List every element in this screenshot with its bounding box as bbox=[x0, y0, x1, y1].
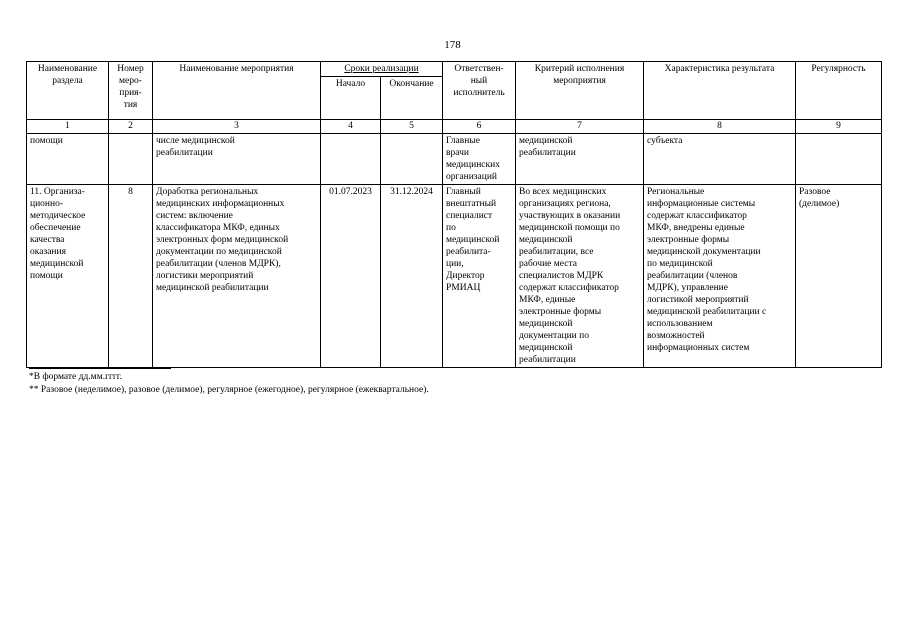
table-row bbox=[27, 185, 882, 368]
footnote-date-format: *В формате дд.мм.гггг. bbox=[29, 372, 122, 382]
column-number: 4 bbox=[321, 120, 381, 134]
footnotes bbox=[29, 371, 429, 397]
header-section-name: Наименование раздела bbox=[27, 62, 109, 120]
cell-regularity bbox=[796, 134, 882, 185]
cell-criterion: медицинской реабилитации bbox=[516, 134, 644, 185]
cell-activity-number: 8 bbox=[109, 185, 153, 368]
cell-responsible: Главные врачи медицинских организаций bbox=[443, 134, 516, 185]
page-number: 178 bbox=[444, 39, 461, 51]
column-number: 5 bbox=[381, 120, 443, 134]
cell-start-date bbox=[321, 134, 381, 185]
header-activity-name: Наименование мероприятия bbox=[153, 62, 321, 120]
footnote-divider bbox=[29, 368, 171, 369]
column-number: 1 bbox=[27, 120, 109, 134]
table-row bbox=[27, 134, 882, 185]
cell-end-date: 31.12.2024 bbox=[381, 185, 443, 368]
header-row bbox=[27, 62, 882, 77]
cell-activity-name: Доработка региональных медицинских информационных систем: включение классификатора МКФ, единых электронных форм медицинской документации по медицинской реабилитации (членов МДРК), логистики мероприятий медицинской реабилитации bbox=[153, 185, 321, 368]
cell-end-date bbox=[381, 134, 443, 185]
activities-table bbox=[26, 61, 882, 368]
header-start: Начало bbox=[321, 77, 381, 120]
header-terms bbox=[321, 62, 443, 77]
header-criterion: Критерий исполнения мероприятия bbox=[516, 62, 644, 120]
header-activity-number: Номер меро- прия- тия bbox=[109, 62, 153, 120]
cell-section-name: 11. Организа- ционно- методическое обеспечение качества оказания медицинской помощи bbox=[27, 185, 109, 368]
cell-result: Региональные информационные системы содержат классификатор МКФ, внедрены единые электронные формы медицинской документации по медицинской реабилитации (членов МДРК), управление логистикой мероприятий медицинской реабилитации с использованием возможностей информационных систем bbox=[644, 185, 796, 368]
cell-activity-name: числе медицинской реабилитации bbox=[153, 134, 321, 185]
column-number-row bbox=[27, 120, 882, 134]
cell-criterion: Во всех медицинских организациях региона, участвующих в оказании медицинской помощи по медицинской реабилитации, все рабочие места специалистов МДРК содержат классификатор МКФ, единые электронные формы медицинской документации по медицинской реабилитации bbox=[516, 185, 644, 368]
column-number: 2 bbox=[109, 120, 153, 134]
column-number: 8 bbox=[644, 120, 796, 134]
header-terms-label: Сроки реализации bbox=[344, 64, 419, 74]
column-number: 9 bbox=[796, 120, 882, 134]
cell-regularity: Разовое (делимое) bbox=[796, 185, 882, 368]
footnote-regularity: ** Разовое (неделимое), разовое (делимое), регулярное (ежегодное), регулярное (ежеквартальное). bbox=[29, 385, 429, 395]
cell-activity-number bbox=[109, 134, 153, 185]
cell-responsible: Главный внештатный специалист по медицинской реабилита- ции, Директор РМИАЦ bbox=[443, 185, 516, 368]
cell-section-name: помощи bbox=[27, 134, 109, 185]
header-end: Окончание bbox=[381, 77, 443, 120]
header-regularity: Регулярность bbox=[796, 62, 882, 120]
column-number: 6 bbox=[443, 120, 516, 134]
column-number: 7 bbox=[516, 120, 644, 134]
header-result: Характеристика результата bbox=[644, 62, 796, 120]
header-responsible: Ответствен- ный исполнитель bbox=[443, 62, 516, 120]
column-number: 3 bbox=[153, 120, 321, 134]
cell-result: субъекта bbox=[644, 134, 796, 185]
cell-start-date: 01.07.2023 bbox=[321, 185, 381, 368]
